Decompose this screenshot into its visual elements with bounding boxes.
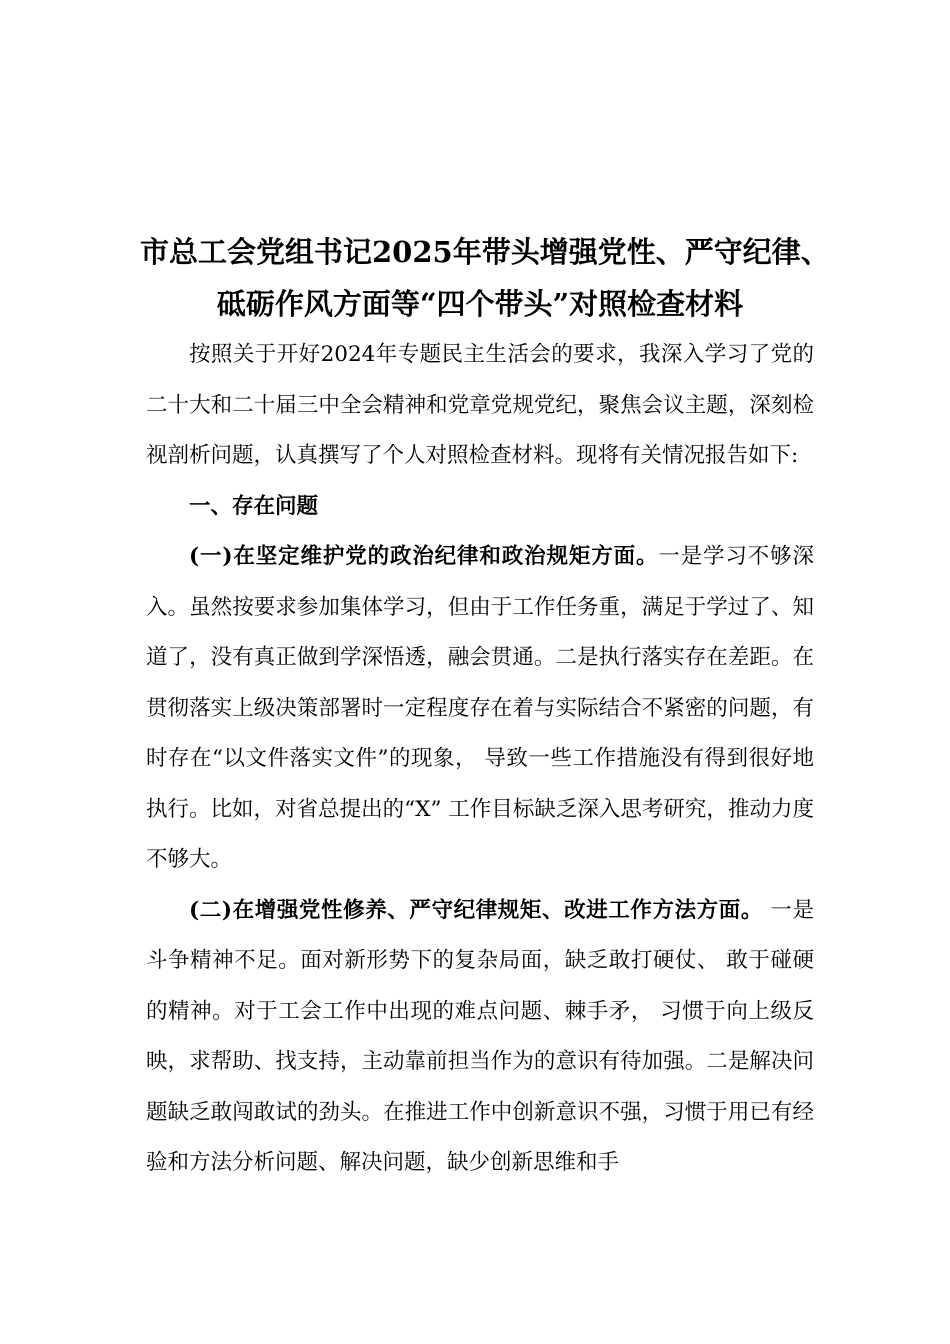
document-title-line-2: 砥砺作风方面等“四个带头”对照检查材料 bbox=[216, 287, 744, 321]
problem-item-1 bbox=[146, 532, 814, 886]
document-body bbox=[146, 330, 814, 1189]
problem-item-2 bbox=[146, 886, 814, 1189]
problem-item-1-lead: (一)在坚定维护党的政治纪律和政治规矩方面。 bbox=[189, 544, 659, 569]
problem-item-1-text: 一是学习不够深入。虽然按要求参加集体学习，但由于工作任务重，满足于学过了、知道了，没有真正做到学深悟透，融会贯通。二是执行落实存在差距。在贯彻落实上级决策部署时一定程度存在着与实际结合不紧密的问题，有时存在“以文件落实文件”的现象， 导致一些工作措施没有得到很好地执行。比如，对省总提出的“X” 工作目标缺乏深入思考研究，推动力度不够大。 bbox=[146, 544, 814, 872]
section-heading-problems: 一、存在问题 bbox=[189, 493, 319, 519]
problem-item-2-text: 一是斗争精神不足。面对新形势下的复杂局面，缺乏敢打硬仗、 敢于碰硬的精神。对于工会工作中出现的难点问题、棘手矛， 习惯于向上级反映，求帮助、找支持，主动靠前担当作为的意识有待加强。二是解决问题缺乏敢闯敢试的劲头。在推进工作中创新意识不强，习惯于用已有经验和方法分析问题、解决问题，缺少创新思维和手 bbox=[146, 897, 814, 1175]
document-title-line-1: 市总工会党组书记2025年带头增强党性、严守纪律、 bbox=[140, 235, 830, 269]
intro-paragraph: 按照关于开好2024年专题民主生活会的要求，我深入学习了党的二十大和二十届三中全会精神和党章党规党纪，聚焦会议主题，深刻检视剖析问题，认真撰写了个人对照检查材料。现将有关情况报告如下: bbox=[146, 342, 814, 468]
problem-item-2-lead: (二)在增强党性修养、严守纪律规矩、改进工作方法方面。 bbox=[189, 897, 763, 923]
